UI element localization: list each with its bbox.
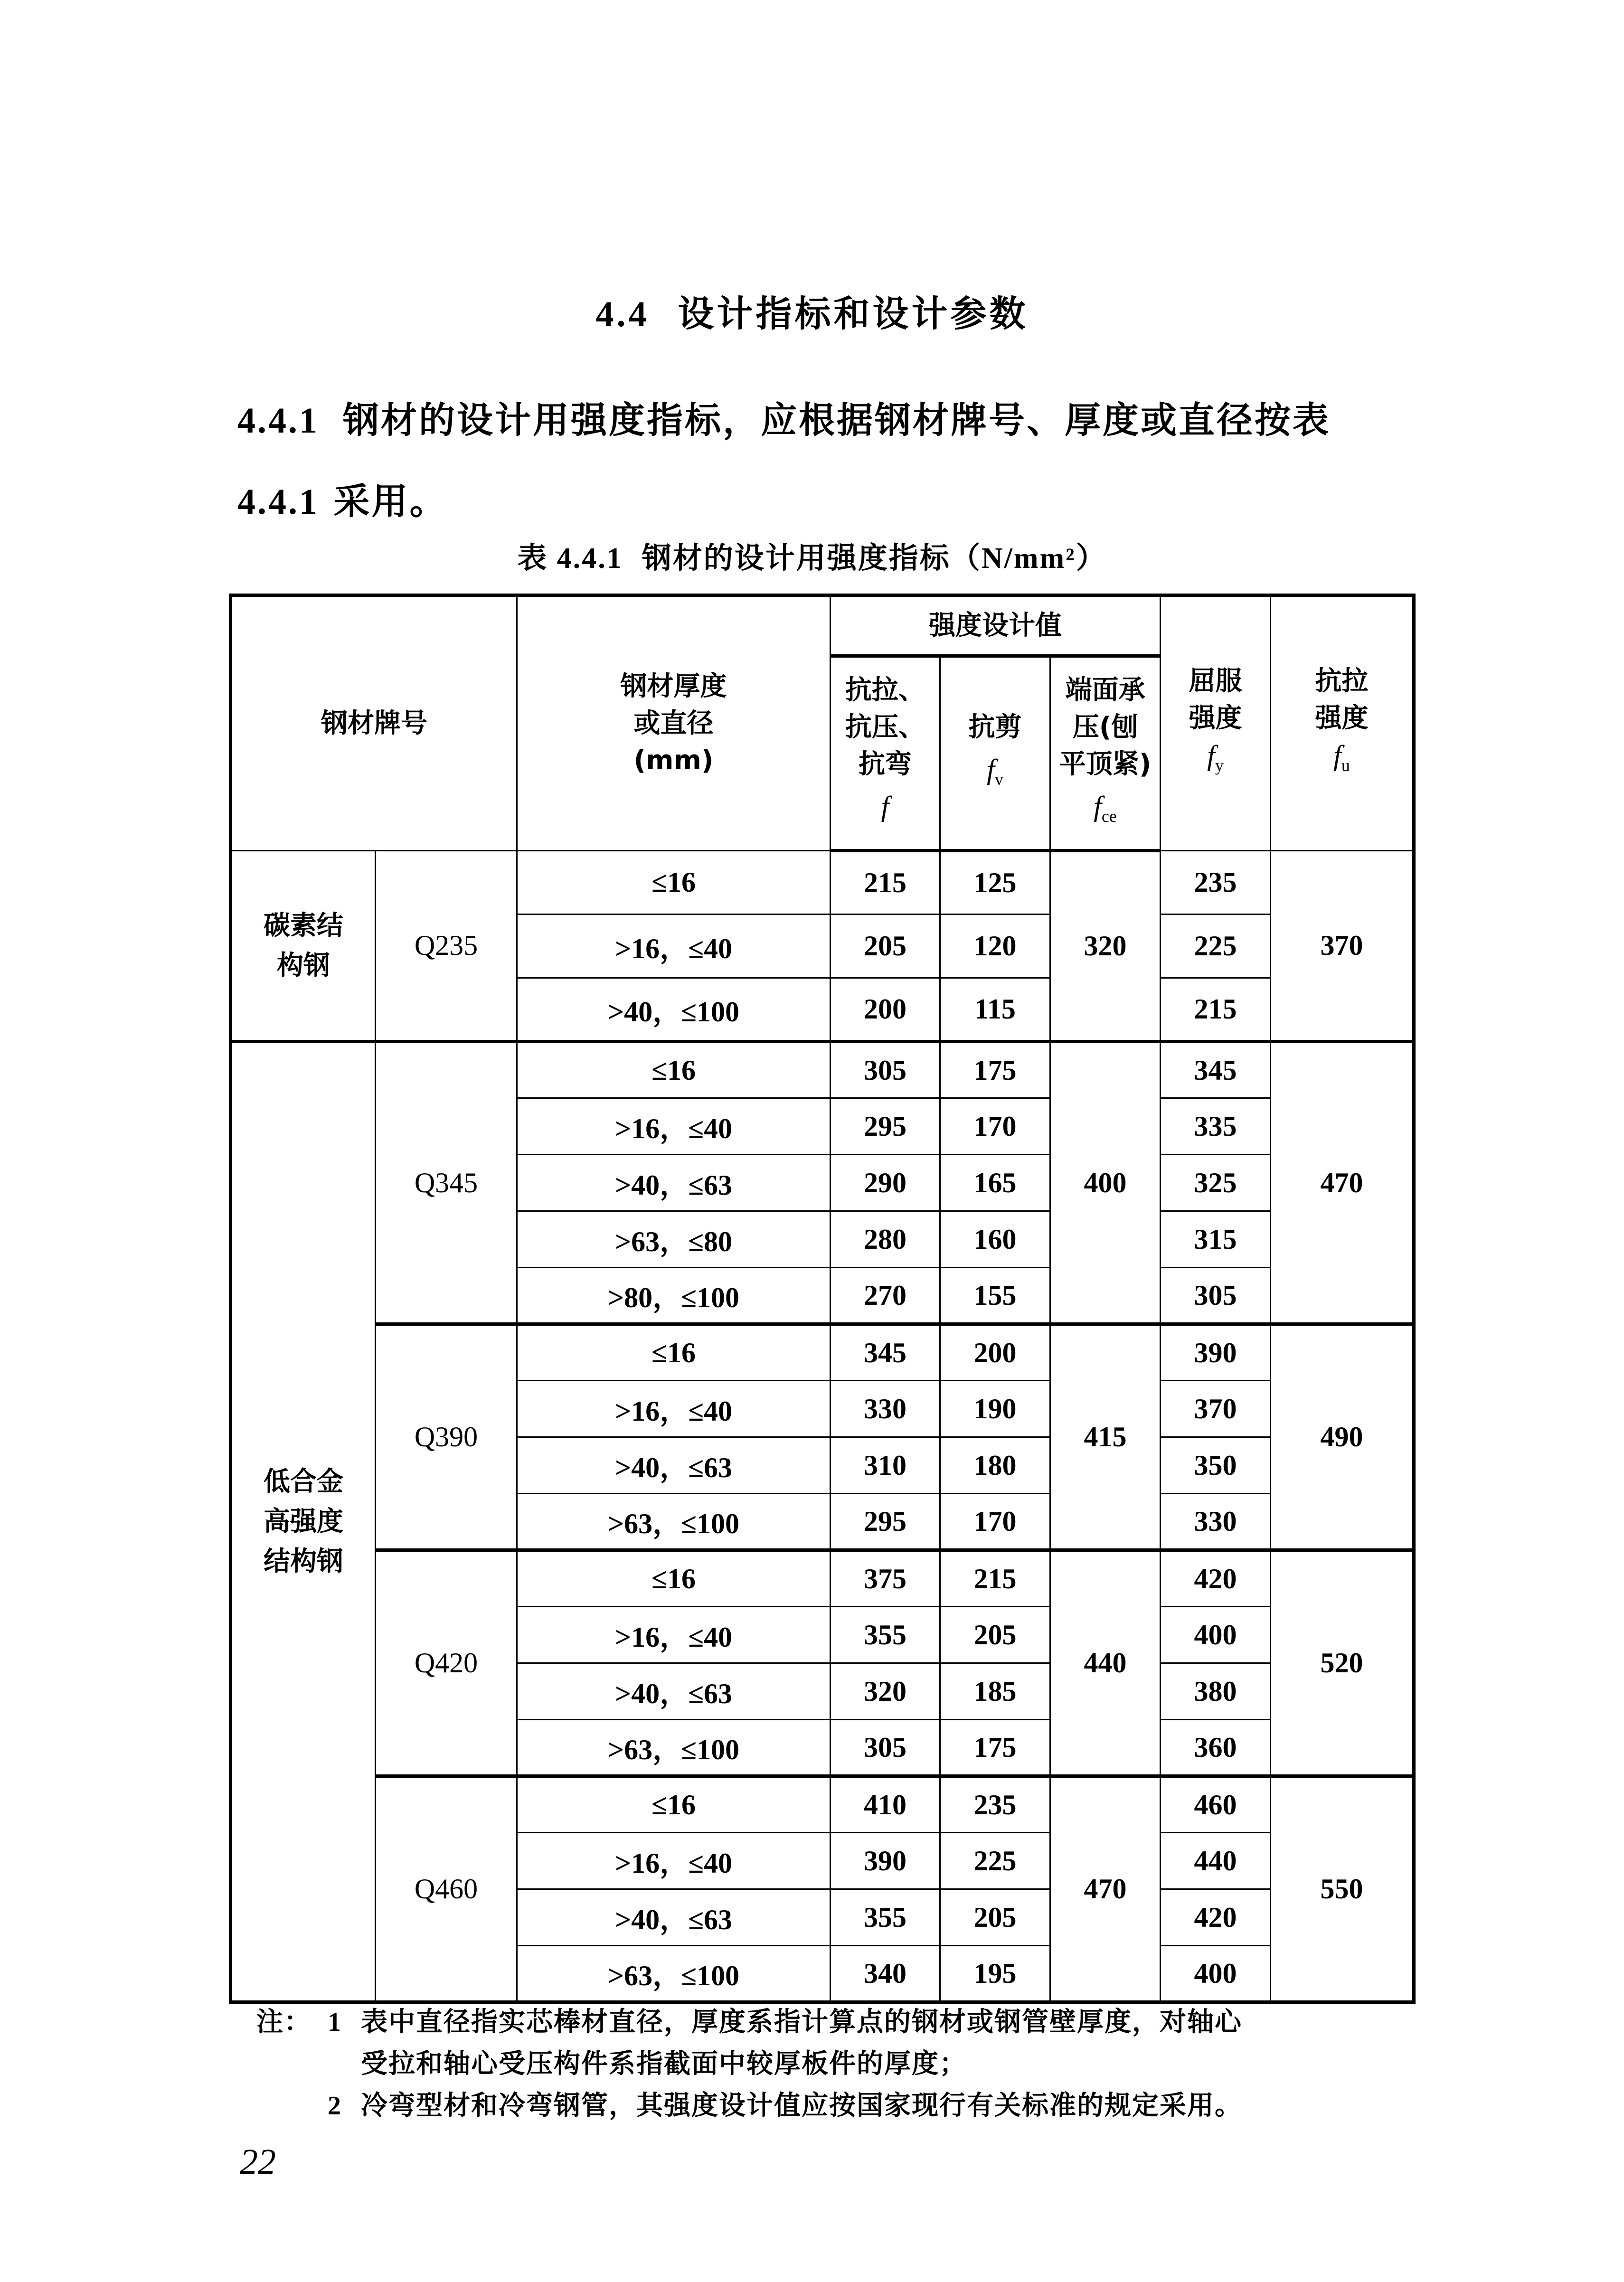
thickness-cell: >16，≤40: [517, 1098, 831, 1155]
f-value: 290: [831, 1155, 940, 1211]
thickness-cell: >40，≤63: [517, 1155, 831, 1211]
note-index: 2: [328, 2091, 342, 2121]
steel-strength-table: [229, 594, 1416, 2004]
thickness-cell: >63，≤80: [517, 1211, 831, 1268]
fv-value: 170: [940, 1098, 1050, 1155]
category-name-line: 结构钢: [264, 1546, 343, 1577]
f-value: 310: [831, 1437, 940, 1494]
category-name-line: 低合金: [264, 1466, 343, 1497]
header-design-strength-label: 强度设计值: [929, 610, 1062, 641]
f-value: 355: [831, 1607, 940, 1663]
fv-value: 200: [940, 1324, 1050, 1381]
f-value: 295: [831, 1494, 940, 1550]
fy-value: 420: [1161, 1889, 1271, 1946]
fy-value: 460: [1161, 1776, 1271, 1833]
fy-value: 420: [1161, 1550, 1271, 1607]
fv-value: 125: [940, 851, 1050, 915]
thickness-cell: >40，≤63: [517, 1889, 831, 1946]
thickness-cell: ≤16: [517, 1324, 831, 1381]
f-value: 280: [831, 1211, 940, 1268]
fy-value: 400: [1161, 1946, 1271, 2002]
f-value: 330: [831, 1381, 940, 1437]
fv-value: 175: [940, 1042, 1050, 1098]
symbol-letter: f: [1094, 791, 1102, 822]
fy-value: 390: [1161, 1324, 1271, 1381]
fv-value: 195: [940, 1946, 1050, 2002]
fv-value: 190: [940, 1381, 1050, 1437]
header-design-strength: [831, 595, 1161, 656]
fy-value: 225: [1161, 915, 1271, 978]
header-fu-line: 抗拉: [1315, 666, 1369, 697]
symbol-fu: [1271, 737, 1412, 784]
header-f-line: 抗拉、: [845, 675, 925, 706]
header-fy-line: 屈服: [1189, 666, 1242, 697]
fv-value: 205: [940, 1889, 1050, 1946]
fy-value: 315: [1161, 1211, 1271, 1268]
header-fu: [1271, 595, 1414, 851]
thickness-cell: ≤16: [517, 1042, 831, 1098]
fy-value: 380: [1161, 1663, 1271, 1720]
section-number: 4.4: [595, 294, 650, 334]
f-value: 375: [831, 1550, 940, 1607]
fu-value: 370: [1271, 851, 1414, 1042]
thickness-cell: >63，≤100: [517, 1946, 831, 2002]
note-2: [256, 2085, 1415, 2127]
symbol-fv: [941, 751, 1049, 798]
category-cell: [231, 851, 376, 1042]
fv-value: 180: [940, 1437, 1050, 1494]
page-number: 22: [240, 2142, 276, 2182]
fy-value: 235: [1161, 851, 1271, 915]
fv-value: 205: [940, 1607, 1050, 1663]
f-value: 305: [831, 1042, 940, 1098]
fy-value: 345: [1161, 1042, 1271, 1098]
table-row: [231, 1042, 1414, 1098]
f-value: 410: [831, 1776, 940, 1833]
fy-value: 325: [1161, 1155, 1271, 1211]
note-1: [256, 2001, 1415, 2043]
fv-value: 115: [940, 978, 1050, 1042]
symbol-letter: f: [1333, 740, 1341, 771]
header-fu-line: 强度: [1315, 703, 1369, 734]
fu-value: 470: [1271, 1042, 1414, 1324]
thickness-cell: >63，≤100: [517, 1494, 831, 1550]
symbol-f: [831, 788, 939, 835]
note-index: 1: [328, 2008, 342, 2037]
fu-value: 490: [1271, 1324, 1414, 1550]
fce-value: 470: [1050, 1776, 1161, 2002]
table-caption-title: 钢材的设计用强度指标: [642, 540, 951, 575]
header-fv: [940, 656, 1050, 851]
fv-value: 235: [940, 1776, 1050, 1833]
symbol-subscript: v: [994, 770, 1003, 789]
grade-cell: Q420: [376, 1550, 517, 1776]
fy-value: 440: [1161, 1833, 1271, 1889]
thickness-cell: >16，≤40: [517, 1381, 831, 1437]
note-text: 冷弯型材和冷弯钢管，其强度设计值应按国家现行有关标准的规定采用。: [361, 2090, 1242, 2121]
header-fce-line: 端面承: [1065, 675, 1145, 706]
clause-table-ref: 4.4.1: [237, 482, 319, 522]
header-grade: [231, 595, 517, 851]
header-fy-line: 强度: [1189, 703, 1242, 734]
header-grade-label: 钢材牌号: [321, 707, 427, 739]
section-heading: [0, 285, 1624, 337]
f-value: 215: [831, 851, 940, 915]
thickness-cell: >40，≤100: [517, 978, 831, 1042]
clause-number: 4.4.1: [237, 401, 319, 441]
fy-value: 370: [1161, 1381, 1271, 1437]
note-text: 受拉和轴心受压构件系指截面中较厚板件的厚度；: [361, 2048, 967, 2079]
header-fce: [1050, 656, 1161, 851]
clause-text-before: 钢材的设计用强度指标，应根据钢材牌号、厚度或直径按表: [343, 399, 1331, 441]
grade-cell: Q345: [376, 1042, 517, 1324]
f-value: 200: [831, 978, 940, 1042]
symbol-fy: [1161, 737, 1270, 784]
category-name-line: 高强度: [264, 1506, 343, 1537]
note-1-continued: [256, 2043, 1415, 2085]
thickness-cell: >63，≤100: [517, 1720, 831, 1776]
header-thickness-line: 或直径: [633, 707, 714, 739]
f-value: 320: [831, 1663, 940, 1720]
fce-value: 400: [1050, 1042, 1161, 1324]
category-name-line: 构钢: [277, 950, 330, 981]
f-value: 305: [831, 1720, 940, 1776]
thickness-cell: >16，≤40: [517, 1833, 831, 1889]
f-value: 340: [831, 1946, 940, 2002]
header-f: [831, 656, 940, 851]
fy-value: 360: [1161, 1720, 1271, 1776]
grade-cell: Q235: [376, 851, 517, 1042]
fv-value: 170: [940, 1494, 1050, 1550]
fy-value: 335: [1161, 1098, 1271, 1155]
f-value: 355: [831, 1889, 940, 1946]
fv-value: 185: [940, 1663, 1050, 1720]
table-row: [231, 1776, 1414, 1833]
fy-value: 215: [1161, 978, 1271, 1042]
fy-value: 305: [1161, 1268, 1271, 1324]
fv-value: 165: [940, 1155, 1050, 1211]
table-caption-number: 表 4.4.1: [517, 542, 623, 575]
thickness-cell: >40，≤63: [517, 1663, 831, 1720]
thickness-cell: ≤16: [517, 1776, 831, 1833]
header-thickness-line: (mm): [633, 745, 714, 776]
fce-value: 320: [1050, 851, 1161, 1042]
table-row: [231, 1550, 1414, 1607]
grade-cell: Q390: [376, 1324, 517, 1550]
f-value: 270: [831, 1268, 940, 1324]
clause-paragraph: [237, 380, 1415, 542]
fu-value: 550: [1271, 1776, 1414, 2002]
thickness-cell: ≤16: [517, 1550, 831, 1607]
thickness-cell: >16，≤40: [517, 915, 831, 978]
f-value: 295: [831, 1098, 940, 1155]
f-value: 205: [831, 915, 940, 978]
table-caption: [0, 534, 1624, 576]
header-fy: [1161, 595, 1271, 851]
fv-value: 155: [940, 1268, 1050, 1324]
header-fce-line: 平顶紧): [1059, 749, 1152, 780]
header-f-line: 抗压、: [845, 712, 925, 743]
header-thickness-line: 钢材厚度: [620, 670, 727, 702]
thickness-cell: >80，≤100: [517, 1268, 831, 1324]
fv-value: 215: [940, 1550, 1050, 1607]
thickness-cell: >16，≤40: [517, 1607, 831, 1663]
symbol-subscript: y: [1215, 756, 1224, 775]
fy-value: 400: [1161, 1607, 1271, 1663]
header-row-1: [231, 595, 1414, 656]
symbol-subscript: ce: [1101, 807, 1117, 826]
table-notes: [256, 2001, 1415, 2127]
grade-cell: Q460: [376, 1776, 517, 2002]
f-value: 345: [831, 1324, 940, 1381]
fce-value: 440: [1050, 1550, 1161, 1776]
note-text: 表中直径指实芯棒材直径，厚度系指计算点的钢材或钢管壁厚度，对轴心: [361, 2007, 1242, 2037]
header-thickness: [517, 595, 831, 851]
f-value: 390: [831, 1833, 940, 1889]
fce-value: 415: [1050, 1324, 1161, 1550]
fv-value: 160: [940, 1211, 1050, 1268]
category-cell: [231, 1042, 376, 2002]
thickness-cell: ≤16: [517, 851, 831, 915]
header-fce-line: 压(刨: [1072, 712, 1138, 743]
fv-value: 175: [940, 1720, 1050, 1776]
header-fv-line: 抗剪: [968, 712, 1022, 743]
fv-value: 120: [940, 915, 1050, 978]
fy-value: 350: [1161, 1437, 1271, 1494]
symbol-subscript: u: [1341, 756, 1350, 775]
fu-value: 520: [1271, 1550, 1414, 1776]
symbol-fce: [1051, 788, 1160, 835]
symbol-letter: f: [987, 754, 995, 785]
category-name-line: 碳素结: [264, 910, 343, 941]
thickness-cell: >40，≤63: [517, 1437, 831, 1494]
symbol-letter: f: [881, 791, 889, 822]
table-row: [231, 1324, 1414, 1381]
symbol-letter: f: [1207, 740, 1215, 771]
fv-value: 225: [940, 1833, 1050, 1889]
table-caption-unit: （N/mm²）: [950, 542, 1107, 575]
header-f-line: 抗弯: [859, 749, 912, 780]
clause-text-after: 采用。: [333, 480, 448, 522]
table-row: [231, 851, 1414, 915]
notes-label: 注：: [256, 2007, 312, 2037]
fy-value: 330: [1161, 1494, 1271, 1550]
section-title: 设计指标和设计参数: [678, 292, 1029, 335]
